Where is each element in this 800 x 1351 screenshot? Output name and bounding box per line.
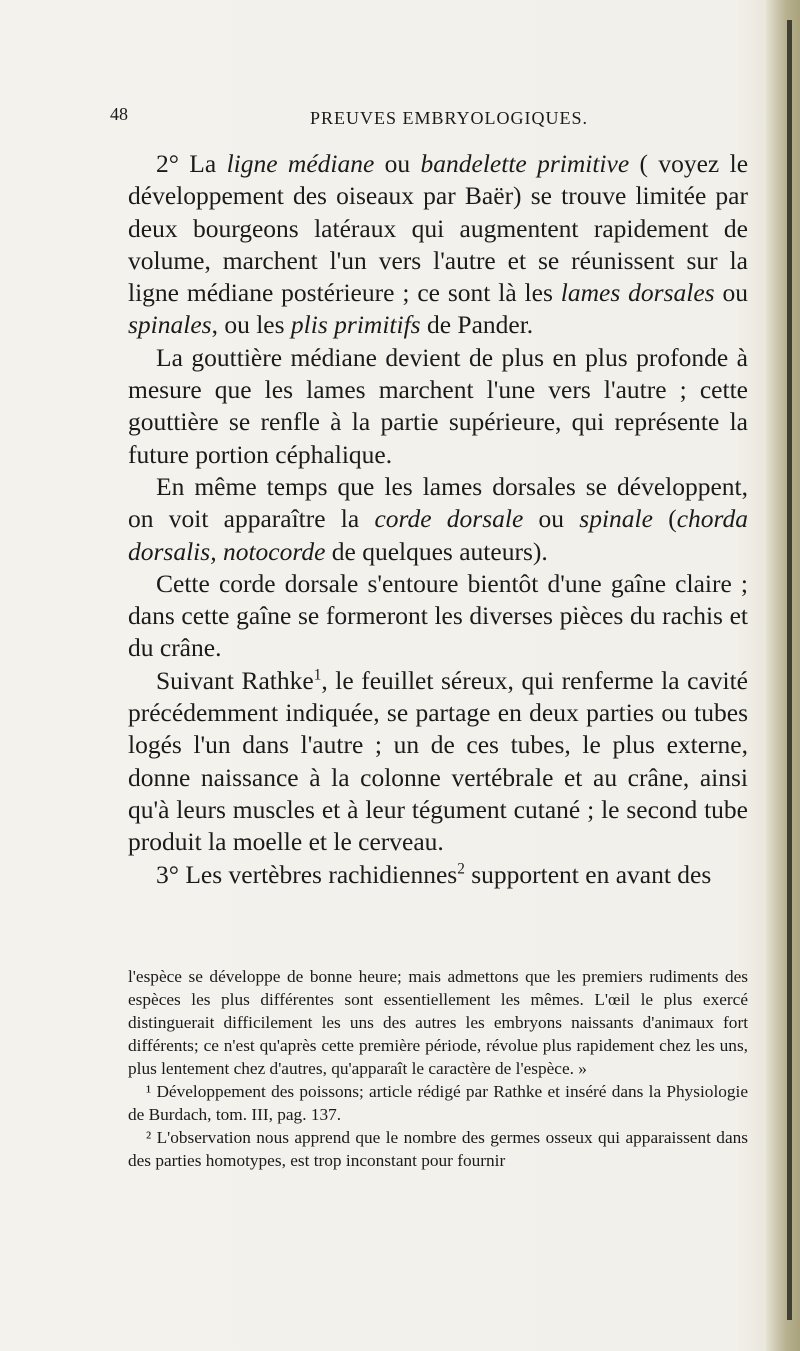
paragraph-1: 2° La ligne médiane ou bandelette primitive ( voyez le développement des oiseaux par Baër) se trouve limitée par deux bourgeons latéraux qui augmentent rapidement de volume, marchent l'un vers l'autre et se réunissent sur la ligne médiane postérieure ; ce sont là les lames dorsales ou spinales, ou les plis primitifs de Pander.: [128, 149, 749, 340]
footnotes: [128, 965, 748, 1172]
paragraph-3: En même temps que les lames dorsales se développent, on voit apparaître la corde dorsale ou spinale (chorda dorsalis, notocorde de quelques auteurs).: [128, 471, 748, 566]
footnote-ref-1: 1: [313, 666, 322, 684]
page-edge-shadow: [766, 0, 800, 1351]
running-head: PREUVES EMBRYOLOGIQUES.: [310, 108, 589, 128]
footnote-continuation: l'espèce se développe de bonne heure; mais admettons que les premiers rudiments des espèces les plus différentes sont essentiellement les mêmes. L'œil le plus exercé distinguerait difficilement les uns des autres les embryons naissants d'animaux fort différents; ce n'est qu'après cette première période, révolue plus rapidement chez les uns, plus lentement chez d'autres, qu'apparaît le caractère de l'espèce. »: [128, 967, 748, 1078]
paragraph-2: La gouttière médiane devient de plus en plus profonde à mesure que les lames marchent l'une vers l'autre ; cette gouttière se renfle à la partie supérieure, qui représente la future portion céphalique.: [128, 342, 748, 469]
page-header: [110, 104, 750, 138]
footnote-1: ¹ Développement des poissons; article rédigé par Rathke et inséré dans la Physiologie de Burdach, tom. III, pag. 137.: [128, 1082, 748, 1124]
paragraph-5: Suivant Rathke$^1$, le feuillet séreux, qui renferme la cavité précédemment indiquée, se partage en deux parties ou tubes logés l'un dans l'autre ; un de ces tubes, le plus externe, donne naissance à la colonne vertébrale et au crâne, ainsi qu'à leurs muscles et à leur tégument cutané ; le second tube produit la moelle et le cerveau.: [128, 665, 748, 857]
footnote-2: ² L'observation nous apprend que le nombre des germes osseux qui apparaissent dans des parties homotypes, est trop inconstant pour fournir: [128, 1128, 748, 1170]
paragraph-4: Cette corde dorsale s'entoure bientôt d'une gaîne claire ; dans cette gaîne se formeront les diverses pièces du rachis et du crâne.: [128, 568, 748, 663]
binding-edge: [787, 20, 792, 1320]
main-text: [128, 148, 748, 891]
page-number: 48: [110, 104, 128, 124]
footnote-ref-2: 2: [457, 860, 465, 878]
paragraph-6: 3° Les vertèbres rachidiennes$^2$ supportent en avant des: [156, 859, 712, 889]
